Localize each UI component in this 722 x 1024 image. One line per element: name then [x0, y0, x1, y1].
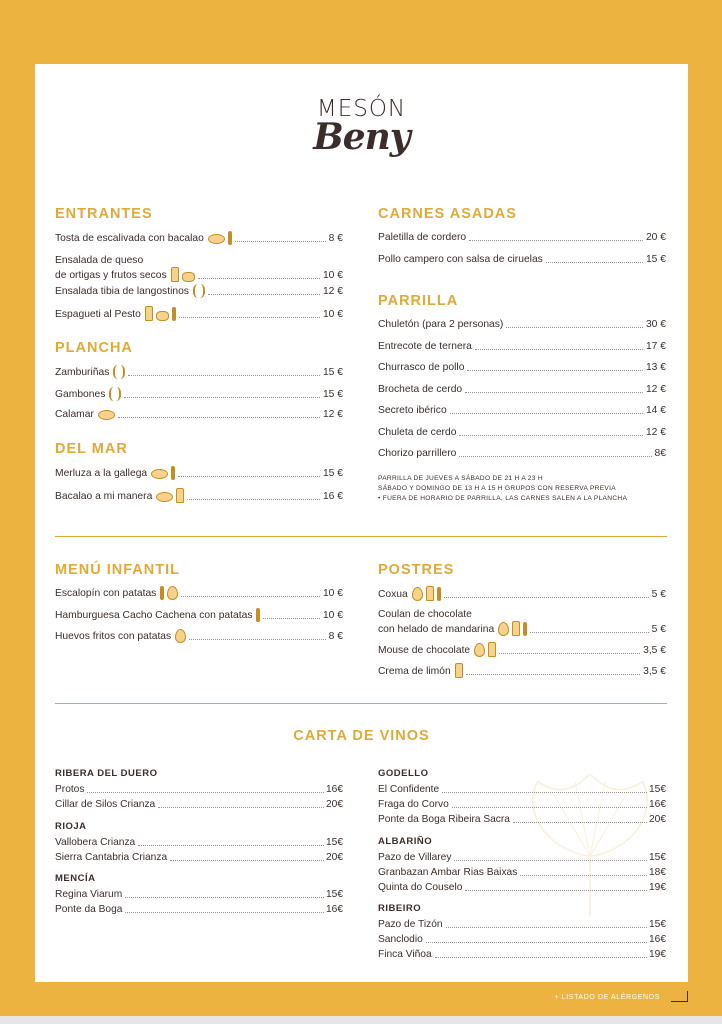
milk-icon — [455, 663, 463, 678]
menu-item-name: Merluza a la gallega — [55, 468, 148, 479]
nut-icon — [182, 272, 195, 282]
wine-price: 15€ — [326, 889, 343, 900]
leader-dots — [198, 278, 320, 279]
menu-item-line — [55, 254, 343, 267]
plancha-title: PLANCHA — [55, 340, 133, 356]
wine-item — [378, 881, 666, 894]
logo-text-meson: MESÓN — [316, 96, 407, 122]
carnes-title: CARNES ASADAS — [378, 206, 517, 222]
menu-item — [378, 231, 666, 244]
wine-price: 18€ — [649, 866, 666, 878]
parrilla-title: PARRILLA — [378, 293, 459, 309]
menu-item — [378, 642, 666, 657]
wine-name: Protos — [55, 784, 85, 795]
allergen-icons — [156, 488, 184, 503]
menu-item-name: Brocheta de cerdo — [378, 383, 463, 395]
leader-dots — [181, 596, 320, 597]
infantil-title: MENÚ INFANTIL — [55, 562, 180, 578]
menu-item-name: Bacalao a mi manera — [55, 490, 153, 502]
milk-icon — [145, 306, 153, 321]
menu-item-price: 12 € — [322, 286, 343, 297]
menu-item-name-continued: con helado de mandarina — [378, 623, 495, 635]
wine-item — [378, 813, 666, 826]
allergen-icons — [498, 621, 527, 636]
postres-title: POSTRES — [378, 562, 455, 578]
leader-dots — [452, 807, 647, 808]
menu-item-price: 15 € — [322, 388, 343, 400]
leader-dots — [442, 792, 647, 793]
wine-group-heading: MENCÍA — [55, 873, 96, 884]
allergen-list-link[interactable]: + LISTADO DE ALÉRGENOS — [554, 994, 660, 1001]
wine-name: Finca Viñoa — [378, 949, 432, 960]
allergen-icons — [175, 629, 186, 643]
menu-item-price: 17 € — [645, 340, 666, 352]
menu-item-price: 3,5 € — [643, 644, 666, 656]
wine-price: 16€ — [326, 904, 343, 915]
leader-dots — [158, 807, 324, 808]
menu-item-name: Coulan de chocolate — [378, 608, 472, 620]
menu-item — [55, 586, 343, 600]
leader-dots — [87, 792, 324, 793]
menu-item — [378, 340, 666, 353]
menu-item-name: Secreto ibérico — [378, 405, 447, 416]
leader-dots — [235, 241, 326, 242]
wine-name: El Confidente — [378, 784, 440, 795]
leader-dots — [128, 375, 320, 376]
menu-item-name: Tosta de escalivada con bacalao — [55, 233, 204, 244]
bottom-bar — [0, 1016, 722, 1024]
menu-item — [55, 365, 343, 379]
leader-dots — [520, 875, 647, 876]
menu-item — [55, 488, 343, 503]
menu-item-price: 13 € — [645, 362, 666, 373]
menu-sheet — [35, 64, 688, 982]
menu-item-price: 20 € — [645, 232, 666, 243]
ginkgo-leaf-watermark-icon — [515, 774, 665, 924]
menu-item — [55, 629, 343, 643]
nut-icon — [156, 311, 169, 321]
menu-item — [378, 404, 666, 417]
wine-list-title: CARTA DE VINOS — [293, 728, 430, 744]
menu-item — [55, 608, 343, 622]
menu-item — [55, 387, 343, 401]
leader-dots — [125, 912, 324, 913]
wine-price: 20€ — [649, 814, 666, 825]
milk-icon — [488, 642, 496, 657]
wine-item — [378, 866, 666, 879]
wine-price: 15€ — [649, 851, 666, 863]
menu-item — [55, 306, 343, 321]
leader-dots — [467, 370, 643, 371]
arrow-icon[interactable] — [671, 991, 688, 1002]
menu-item-name: Crema de limón — [378, 666, 451, 677]
parrilla-note: SÁBADO Y DOMINGO DE 13 H A 15 H GRUPOS CON RESERVA PREVIA — [378, 485, 616, 492]
leader-dots — [189, 639, 325, 640]
menu-item-name: Hamburguesa Cacho Cachena con patatas — [55, 609, 253, 621]
menu-item — [55, 408, 343, 421]
wine-price: 20€ — [326, 851, 343, 863]
wine-item — [55, 851, 343, 864]
menu-item-price: 3,5 € — [643, 666, 666, 677]
menu-item — [378, 253, 666, 266]
wine-item — [378, 851, 666, 864]
wine-name: Sierra Cantabria Crianza — [55, 851, 168, 863]
wine-item — [55, 836, 343, 849]
leader-dots — [454, 860, 647, 861]
menu-item-name: Ensalada de queso — [55, 255, 144, 266]
menu-item-price: 5 € — [651, 623, 666, 635]
allergen-icons — [256, 608, 260, 622]
menu-item — [378, 383, 666, 396]
wine-name: Cillar de Silos Crianza — [55, 799, 156, 810]
menu-item — [55, 254, 343, 282]
section-divider — [55, 536, 667, 537]
wine-name: Vallobera Crianza — [55, 836, 136, 848]
wine-price: 16€ — [326, 784, 343, 795]
wine-name: Sanclodio — [378, 934, 423, 945]
leader-dots — [444, 597, 649, 598]
menu-item-price: 30 € — [645, 319, 666, 330]
menu-item-name-continued: de ortigas y frutos secos — [55, 270, 167, 281]
allergen-icons — [171, 267, 195, 282]
leader-dots — [499, 653, 640, 654]
wheat-icon — [228, 231, 232, 245]
wine-name: Granbazan Ambar Rias Baixas — [378, 866, 518, 878]
menu-item-name: Huevos fritos con patatas — [55, 631, 172, 642]
wheat-icon — [160, 586, 164, 600]
menu-item-price: 10 € — [322, 588, 343, 599]
allergen-icons — [98, 411, 115, 421]
logo-text-beny: Beny — [313, 116, 410, 158]
leader-dots — [466, 674, 640, 675]
egg-icon — [474, 643, 485, 657]
wheat-icon — [172, 307, 176, 321]
delmar-title: DEL MAR — [55, 441, 128, 457]
wine-name: Pazo de Villarey — [378, 851, 452, 863]
menu-item-price: 10 € — [322, 609, 343, 621]
allergen-icons — [193, 284, 205, 298]
leader-dots — [459, 435, 643, 436]
wine-name: Ponte da Boga Ribeira Sacra — [378, 814, 510, 825]
menu-item — [378, 426, 666, 439]
section-divider — [55, 703, 667, 704]
leader-dots — [465, 392, 643, 393]
leader-dots — [450, 413, 643, 414]
allergen-icons — [113, 365, 125, 379]
menu-item-price: 10 € — [322, 270, 343, 281]
leader-dots — [124, 397, 320, 398]
milk-icon — [171, 267, 179, 282]
menu-item-name: Paletilla de cordero — [378, 232, 467, 243]
menu-item-price: 14 € — [645, 405, 666, 416]
menu-item-name: Entrecote de ternera — [378, 340, 472, 352]
parrilla-note: • FUERA DE HORARIO DE PARRILLA, LAS CARNES SALEN A LA PLANCHA — [378, 495, 628, 502]
wine-item — [55, 798, 343, 811]
leader-dots — [178, 476, 320, 477]
wine-price: 16€ — [649, 934, 666, 945]
leader-dots — [446, 927, 647, 928]
wine-item — [378, 918, 666, 931]
wine-group-heading: GODELLO — [378, 768, 429, 779]
entrantes-title: ENTRANTES — [55, 206, 153, 222]
allergen-icons — [145, 306, 176, 321]
wine-price: 15€ — [326, 836, 343, 848]
wine-price: 15€ — [649, 784, 666, 795]
wheat-icon — [171, 466, 175, 480]
menu-item-price: 12 € — [322, 409, 343, 420]
wine-item — [55, 888, 343, 901]
wine-item — [378, 798, 666, 811]
leader-dots — [426, 942, 647, 943]
fish-icon — [208, 234, 225, 244]
menu-item-price: 15 € — [322, 468, 343, 479]
menu-item-line — [378, 621, 666, 636]
wine-name: Pazo de Tizón — [378, 919, 443, 930]
shrimp-icon — [109, 387, 121, 401]
menu-item — [378, 608, 666, 636]
leader-dots — [506, 327, 643, 328]
wheat-icon — [523, 622, 527, 636]
leader-dots — [125, 897, 324, 898]
wine-price: 19€ — [649, 949, 666, 960]
wine-price: 19€ — [649, 881, 666, 893]
menu-item — [378, 447, 666, 460]
menu-item-price: 8 € — [328, 233, 343, 244]
menu-item-price: 12 € — [645, 426, 666, 438]
fish-icon — [156, 492, 173, 502]
menu-item — [55, 231, 343, 245]
wine-group-heading: ALBARIÑO — [378, 835, 433, 847]
menu-item-price: 12 € — [645, 383, 666, 395]
fish-icon — [98, 410, 115, 420]
wine-price: 16€ — [649, 799, 666, 810]
milk-icon — [512, 621, 520, 636]
wine-item — [378, 933, 666, 946]
wheat-icon — [256, 608, 260, 622]
leader-dots — [179, 317, 320, 318]
menu-item — [378, 663, 666, 678]
wine-name: Quinta do Couselo — [378, 881, 463, 893]
leader-dots — [546, 262, 643, 263]
allergen-icons — [208, 231, 232, 245]
egg-icon — [167, 586, 178, 600]
leader-dots — [187, 499, 320, 500]
wine-item — [378, 948, 666, 961]
menu-item-price: 15 € — [322, 367, 343, 378]
allergen-icons — [160, 586, 178, 600]
egg-icon — [498, 622, 509, 636]
wine-item — [378, 783, 666, 796]
wine-name: Fraga do Corvo — [378, 799, 449, 810]
allergen-icons — [412, 586, 441, 601]
shrimp-icon — [193, 284, 205, 298]
milk-icon — [176, 488, 184, 503]
menu-item-name: Zamburiñas — [55, 367, 110, 378]
menu-item-name: Calamar — [55, 409, 94, 420]
fish-icon — [151, 469, 168, 479]
leader-dots — [208, 294, 320, 295]
menu-item-price: 5 € — [651, 589, 666, 600]
wine-price: 20€ — [326, 799, 343, 810]
menu-item-name: Chuleta de cerdo — [378, 426, 457, 438]
menu-item-name: Mouse de chocolate — [378, 644, 471, 656]
menu-item-price: 16 € — [322, 490, 343, 502]
allergen-icons — [109, 387, 121, 401]
menu-item — [378, 361, 666, 374]
leader-dots — [465, 890, 647, 891]
menu-item — [378, 586, 666, 601]
menu-item — [378, 318, 666, 331]
allergen-icons — [455, 663, 463, 678]
parrilla-note: PARRILLA DE JUEVES A SÁBADO DE 21 H A 23 H — [378, 475, 543, 482]
leader-dots — [530, 632, 648, 633]
menu-item-name: Escalopín con patatas — [55, 588, 157, 599]
wine-group-heading: RIBEIRO — [378, 903, 422, 914]
shrimp-icon — [113, 365, 125, 379]
leader-dots — [459, 456, 651, 457]
leader-dots — [170, 860, 324, 861]
leader-dots — [469, 240, 643, 241]
menu-item-price: 15 € — [645, 253, 666, 265]
wine-item — [55, 903, 343, 916]
wine-group-heading: RIOJA — [55, 820, 87, 832]
leader-dots — [513, 822, 647, 823]
wine-name: Regina Viarum — [55, 889, 123, 900]
menu-item-name: Ensalada tibia de langostinos — [55, 286, 189, 297]
leader-dots — [475, 349, 643, 350]
leader-dots — [263, 618, 319, 619]
menu-item-name: Gambones — [55, 388, 106, 400]
menu-item-price: 10 € — [322, 308, 343, 320]
wine-price: 15€ — [649, 919, 666, 930]
menu-item-price: 8€ — [654, 448, 666, 459]
leader-dots — [118, 417, 320, 418]
menu-item-line — [378, 608, 666, 621]
menu-item-name: Chorizo parrillero — [378, 448, 457, 459]
leader-dots — [435, 957, 647, 958]
menu-item-name: Coxua — [378, 589, 408, 600]
menu-item — [55, 466, 343, 480]
menu-item-name: Pollo campero con salsa de ciruelas — [378, 253, 543, 265]
wine-item — [55, 783, 343, 796]
wine-name: Ponte da Boga — [55, 904, 123, 915]
allergen-icons — [151, 466, 175, 480]
menu-item-name: Chuletón (para 2 personas) — [378, 319, 504, 330]
menu-item-price: 8 € — [328, 631, 343, 642]
milk-icon — [426, 586, 434, 601]
leader-dots — [138, 845, 324, 846]
menu-item — [55, 284, 343, 298]
egg-icon — [175, 629, 186, 643]
wine-group-heading: RIBERA DEL DUERO — [55, 768, 158, 779]
menu-item-line — [55, 267, 343, 282]
menu-item-name: Churrasco de pollo — [378, 362, 465, 373]
allergen-icons — [474, 642, 496, 657]
egg-icon — [412, 587, 423, 601]
wheat-icon — [437, 587, 441, 601]
menu-item-name: Espagueti al Pesto — [55, 308, 141, 320]
